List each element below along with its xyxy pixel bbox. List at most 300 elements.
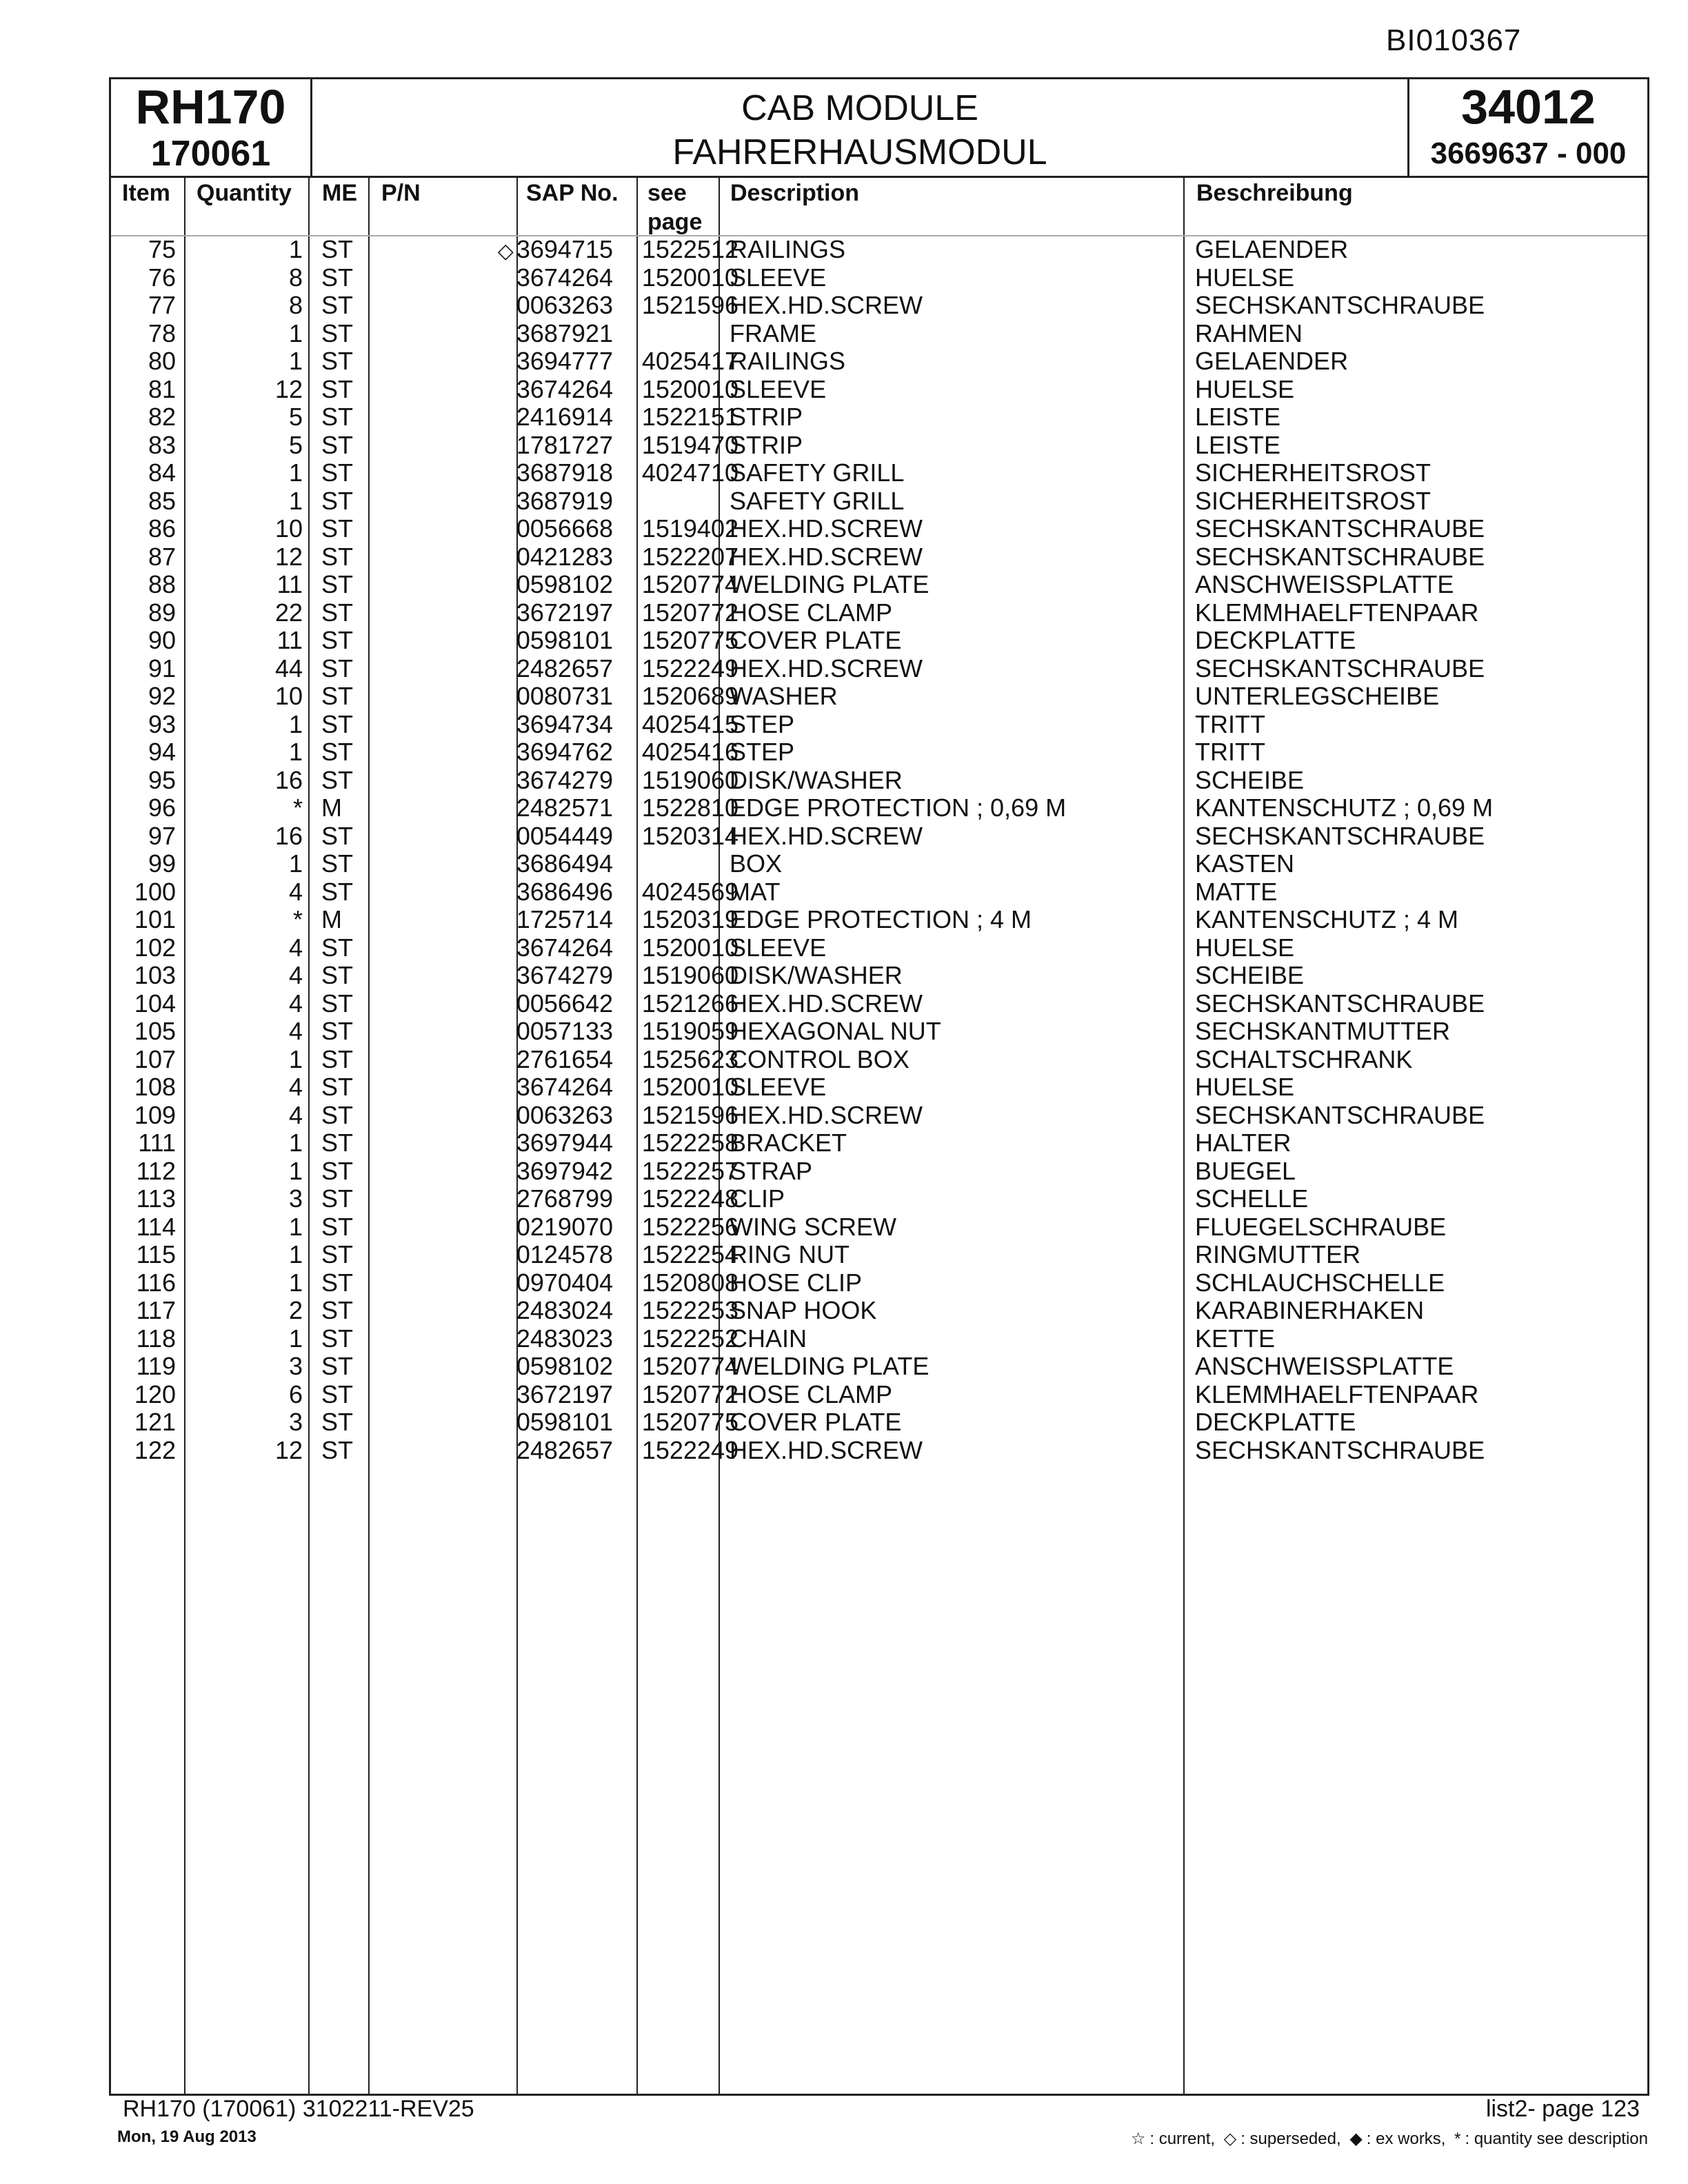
sap-number-cell: 1519059 xyxy=(641,1017,738,1045)
item-cell: 87 xyxy=(148,542,176,571)
item-cell: 92 xyxy=(148,682,176,710)
item-cell: 107 xyxy=(134,1044,176,1073)
table-row xyxy=(111,376,1647,404)
quantity-cell: 1 xyxy=(288,709,303,738)
sap-number-cell: 1522256 xyxy=(641,1212,738,1241)
description-cell: SLEEVE xyxy=(730,263,827,292)
quantity-cell: 4 xyxy=(288,1073,303,1101)
sap-number-cell: 4025416 xyxy=(641,738,738,766)
part-number-cell: 0124578 xyxy=(516,1240,613,1268)
beschreibung-cell: KANTENSCHUTZ ; 4 M xyxy=(1195,905,1459,933)
table-row xyxy=(111,1269,1647,1297)
item-cell: 89 xyxy=(148,598,176,627)
sap-number-cell: 1520314 xyxy=(641,821,738,850)
item-cell: 119 xyxy=(136,1352,176,1380)
table-row xyxy=(111,906,1647,934)
part-number-cell: 0063263 xyxy=(516,1100,613,1129)
description-cell: MAT xyxy=(730,877,781,906)
title-english: CAB MODULE xyxy=(741,88,978,128)
unit-cell: ST xyxy=(321,1212,354,1241)
beschreibung-cell: KLEMMHAELFTENPAAR xyxy=(1195,598,1479,627)
part-number-cell: 2761654 xyxy=(516,1044,613,1073)
table-row xyxy=(111,264,1647,292)
beschreibung-cell: TRITT xyxy=(1195,738,1265,766)
table-row xyxy=(111,990,1647,1018)
part-number-cell: 3672197 xyxy=(516,1379,613,1408)
table-row xyxy=(111,682,1647,711)
unit-cell: ST xyxy=(321,989,354,1018)
table-row xyxy=(111,822,1647,851)
part-number-cell: 2483023 xyxy=(516,1324,613,1353)
column-header-sap: SAP No. xyxy=(526,180,619,206)
part-number-cell: 3687918 xyxy=(516,458,613,487)
part-number-cell: 0970404 xyxy=(516,1268,613,1297)
part-number-cell: 3674264 xyxy=(516,263,613,292)
unit-cell: ST xyxy=(321,765,354,794)
column-header-see-page: see page xyxy=(647,180,703,235)
sap-number-cell: 1520010 xyxy=(641,263,738,292)
table-row xyxy=(111,1213,1647,1242)
beschreibung-cell: TRITT xyxy=(1195,709,1265,738)
item-cell: 103 xyxy=(134,961,176,989)
title-block xyxy=(312,79,1409,176)
beschreibung-cell: GELAENDER xyxy=(1195,347,1349,375)
item-cell: 99 xyxy=(148,849,176,878)
item-cell: 90 xyxy=(148,626,176,654)
part-number-cell: 3686496 xyxy=(516,877,613,906)
unit-cell: ST xyxy=(321,486,354,515)
quantity-cell: 1 xyxy=(288,849,303,878)
description-cell: HEX.HD.SCREW xyxy=(730,542,923,571)
description-cell: SAFETY GRILL xyxy=(730,486,905,515)
description-cell: HEX.HD.SCREW xyxy=(730,1100,923,1129)
table-row xyxy=(111,1185,1647,1213)
beschreibung-cell: KLEMMHAELFTENPAAR xyxy=(1195,1379,1479,1408)
unit-cell: ST xyxy=(321,235,354,263)
description-cell: HEXAGONAL NUT xyxy=(730,1017,941,1045)
quantity-cell: * xyxy=(292,793,303,822)
item-cell: 76 xyxy=(148,263,176,292)
quantity-cell: 3 xyxy=(288,1184,303,1213)
part-number-cell: 0421283 xyxy=(516,542,613,571)
item-cell: 117 xyxy=(136,1296,176,1324)
unit-cell: ST xyxy=(321,1352,354,1380)
description-cell: WELDING PLATE xyxy=(730,1352,930,1380)
unit-cell: M xyxy=(321,905,342,933)
group-block xyxy=(1409,79,1647,176)
table-row xyxy=(111,1102,1647,1130)
item-cell: 80 xyxy=(148,347,176,375)
description-cell: BOX xyxy=(730,849,783,878)
table-row xyxy=(111,487,1647,516)
table-row xyxy=(111,403,1647,432)
unit-cell: ST xyxy=(321,1240,354,1268)
beschreibung-cell: HUELSE xyxy=(1195,374,1295,403)
beschreibung-cell: SECHSKANTSCHRAUBE xyxy=(1195,654,1485,682)
item-cell: 118 xyxy=(136,1324,176,1353)
unit-cell: ST xyxy=(321,1184,354,1213)
table-row xyxy=(111,1129,1647,1157)
sap-number-cell: 1520775 xyxy=(641,626,738,654)
beschreibung-cell: GELAENDER xyxy=(1195,235,1349,263)
quantity-cell: 22 xyxy=(274,598,303,627)
header-divider xyxy=(111,176,1647,178)
description-cell: DISK/WASHER xyxy=(730,765,903,794)
table-row xyxy=(111,627,1647,655)
part-number-cell: 3687921 xyxy=(516,318,613,347)
part-number-cell: 0219070 xyxy=(516,1212,613,1241)
item-cell: 86 xyxy=(148,514,176,543)
part-number-cell: 3687919 xyxy=(516,486,613,515)
sap-number-cell: 1519402 xyxy=(641,514,738,543)
part-number-cell: 3674264 xyxy=(516,933,613,962)
sap-number-cell: 1520775 xyxy=(641,1408,738,1436)
legend-ex-works: : ex works, xyxy=(1366,2130,1446,2148)
sap-number-cell: 1522258 xyxy=(641,1129,738,1157)
description-cell: STEP xyxy=(730,709,795,738)
part-number-cell: 0598101 xyxy=(516,1408,613,1436)
quantity-cell: 12 xyxy=(274,542,303,571)
part-number-cell: 2482657 xyxy=(516,1435,613,1464)
quantity-cell: 11 xyxy=(277,626,303,654)
table-row xyxy=(111,347,1647,376)
legend-current: : current, xyxy=(1149,2130,1216,2148)
part-number-cell: 0598101 xyxy=(516,626,613,654)
part-number-cell: 3674279 xyxy=(516,765,613,794)
table-row xyxy=(111,1018,1647,1046)
part-number-cell: 3674264 xyxy=(516,374,613,403)
unit-cell: ST xyxy=(321,374,354,403)
ex-works-diamond-icon: ◆ xyxy=(1349,2130,1363,2148)
table-row xyxy=(111,655,1647,683)
beschreibung-cell: LEISTE xyxy=(1195,403,1281,431)
unit-cell: ST xyxy=(321,1129,354,1157)
beschreibung-cell: SECHSKANTSCHRAUBE xyxy=(1195,1100,1485,1129)
table-row xyxy=(111,599,1647,627)
part-number-cell: 3674264 xyxy=(516,1073,613,1101)
beschreibung-cell: SCHEIBE xyxy=(1195,961,1305,989)
item-cell: 82 xyxy=(148,403,176,431)
beschreibung-cell: SCHEIBE xyxy=(1195,765,1305,794)
unit-cell: ST xyxy=(321,821,354,850)
unit-cell: ST xyxy=(321,1379,354,1408)
part-number-cell: 3694734 xyxy=(516,709,613,738)
symbol-legend xyxy=(1127,2129,1648,2149)
item-cell: 100 xyxy=(134,877,176,906)
beschreibung-cell: DECKPLATTE xyxy=(1195,1408,1356,1436)
part-number-cell: 3697942 xyxy=(516,1156,613,1185)
sap-number-cell: 1522249 xyxy=(641,654,738,682)
quantity-cell: 1 xyxy=(288,486,303,515)
current-star-icon: ☆ xyxy=(1130,2130,1146,2148)
description-cell: COVER PLATE xyxy=(730,626,902,654)
part-number-cell: 0056642 xyxy=(516,989,613,1018)
model-block xyxy=(111,79,312,176)
item-cell: 95 xyxy=(148,765,176,794)
superseded-diamond-icon: ◇ xyxy=(497,240,514,263)
sap-number-cell: 1522810 xyxy=(641,793,738,822)
column-header-item: Item xyxy=(122,180,170,206)
quantity-cell: 16 xyxy=(274,765,303,794)
item-cell: 94 xyxy=(148,738,176,766)
unit-cell: ST xyxy=(321,877,354,906)
table-row xyxy=(111,1073,1647,1102)
sap-number-cell: 1519470 xyxy=(641,430,738,459)
description-cell: RAILINGS xyxy=(730,235,846,263)
item-cell: 112 xyxy=(136,1156,176,1185)
quantity-cell: 4 xyxy=(288,933,303,962)
quantity-cell: 5 xyxy=(288,403,303,431)
superseded-diamond-icon: ◇ xyxy=(1223,2130,1237,2148)
sap-number-cell: 1520010 xyxy=(641,933,738,962)
table-row xyxy=(111,934,1647,962)
quantity-cell: 6 xyxy=(288,1379,303,1408)
unit-cell: ST xyxy=(321,709,354,738)
sap-number-cell: 1520774 xyxy=(641,1352,738,1380)
item-cell: 85 xyxy=(148,486,176,515)
item-cell: 120 xyxy=(134,1379,176,1408)
legend-quantity: : quantity see description xyxy=(1465,2130,1648,2148)
description-cell: SLEEVE xyxy=(730,933,827,962)
sap-number-cell: 1521596 xyxy=(641,291,738,319)
quantity-cell: 4 xyxy=(288,989,303,1018)
beschreibung-cell: RINGMUTTER xyxy=(1195,1240,1360,1268)
quantity-cell: 44 xyxy=(274,654,303,682)
description-cell: FRAME xyxy=(730,318,816,347)
item-cell: 81 xyxy=(148,374,176,403)
quantity-cell: * xyxy=(292,905,303,933)
item-cell: 84 xyxy=(148,458,176,487)
description-cell: HOSE CLAMP xyxy=(730,1379,893,1408)
part-number-cell: 2416914 xyxy=(516,403,613,431)
sap-number-cell: 1522252 xyxy=(641,1324,738,1353)
title-german: FAHRERHAUSMODUL xyxy=(672,132,1047,172)
sap-number-cell: 4025415 xyxy=(641,709,738,738)
quantity-cell: 10 xyxy=(274,682,303,710)
quantity-cell: 4 xyxy=(288,1017,303,1045)
quantity-cell: 10 xyxy=(274,514,303,543)
description-cell: RING NUT xyxy=(730,1240,850,1268)
quantity-cell: 1 xyxy=(288,1324,303,1353)
quantity-cell: 12 xyxy=(274,1435,303,1464)
sap-number-cell: 1520689 xyxy=(641,682,738,710)
beschreibung-cell: FLUEGELSCHRAUBE xyxy=(1195,1212,1447,1241)
quantity-cell: 1 xyxy=(288,1129,303,1157)
quantity-cell: 1 xyxy=(288,458,303,487)
part-number-cell: 3686494 xyxy=(516,849,613,878)
table-row xyxy=(111,571,1647,599)
part-number-cell: 2483024 xyxy=(516,1296,613,1324)
unit-cell: ST xyxy=(321,430,354,459)
item-cell: 102 xyxy=(134,933,176,962)
sap-number-cell: 1522151 xyxy=(641,403,738,431)
part-number-cell: 3697944 xyxy=(516,1129,613,1157)
print-date: Mon, 19 Aug 2013 xyxy=(117,2127,257,2146)
unit-cell: ST xyxy=(321,514,354,543)
model-name: RH170 xyxy=(135,80,286,134)
table-row xyxy=(111,962,1647,990)
table-row xyxy=(111,543,1647,572)
description-cell: EDGE PROTECTION ; 0,69 M xyxy=(730,793,1067,822)
quantity-cell: 3 xyxy=(288,1352,303,1380)
sap-number-cell: 1525623 xyxy=(641,1044,738,1073)
quantity-asterisk-icon: * xyxy=(1454,2130,1461,2148)
beschreibung-cell: SECHSKANTSCHRAUBE xyxy=(1195,1435,1485,1464)
table-row xyxy=(111,1381,1647,1409)
unit-cell: ST xyxy=(321,291,354,319)
beschreibung-cell: BUEGEL xyxy=(1195,1156,1296,1185)
unit-cell: ST xyxy=(321,1044,354,1073)
unit-cell: ST xyxy=(321,1017,354,1045)
description-cell: HEX.HD.SCREW xyxy=(730,1435,923,1464)
description-cell: HOSE CLIP xyxy=(730,1268,863,1297)
unit-cell: ST xyxy=(321,542,354,571)
part-number-cell: 3674279 xyxy=(516,961,613,989)
unit-cell: ST xyxy=(321,403,354,431)
beschreibung-cell: SECHSKANTMUTTER xyxy=(1195,1017,1451,1045)
quantity-cell: 5 xyxy=(288,430,303,459)
description-cell: HEX.HD.SCREW xyxy=(730,291,923,319)
page-number: list2- page 123 xyxy=(1485,2096,1640,2122)
unit-cell: ST xyxy=(321,1324,354,1353)
quantity-cell: 12 xyxy=(274,374,303,403)
beschreibung-cell: KASTEN xyxy=(1195,849,1295,878)
quantity-cell: 1 xyxy=(288,738,303,766)
description-cell: COVER PLATE xyxy=(730,1408,902,1436)
part-number-cell: 2768799 xyxy=(516,1184,613,1213)
item-cell: 113 xyxy=(136,1184,176,1213)
sap-number-cell: 1522254 xyxy=(641,1240,738,1268)
part-number-cell: 0063263 xyxy=(516,291,613,319)
table-row xyxy=(111,711,1647,739)
item-cell: 75 xyxy=(148,235,176,263)
group-reference: 3669637 - 000 xyxy=(1430,136,1627,170)
unit-cell: ST xyxy=(321,318,354,347)
sap-number-cell: 1520774 xyxy=(641,570,738,598)
item-cell: 93 xyxy=(148,709,176,738)
quantity-cell: 4 xyxy=(288,961,303,989)
quantity-cell: 1 xyxy=(288,1212,303,1241)
table-row xyxy=(111,1046,1647,1074)
table-row xyxy=(111,292,1647,320)
item-cell: 91 xyxy=(148,654,176,682)
item-cell: 78 xyxy=(148,318,176,347)
document-reference: RH170 (170061) 3102211-REV25 xyxy=(123,2096,474,2122)
quantity-cell: 1 xyxy=(288,1044,303,1073)
sap-number-cell: 1520319 xyxy=(641,905,738,933)
sap-number-cell: 1522257 xyxy=(641,1156,738,1185)
column-header-pn: P/N xyxy=(381,180,421,206)
quantity-cell: 4 xyxy=(288,1100,303,1129)
table-row xyxy=(111,794,1647,822)
unit-cell: ST xyxy=(321,626,354,654)
part-number-cell: 3672197 xyxy=(516,598,613,627)
table-row xyxy=(111,459,1647,487)
unit-cell: ST xyxy=(321,1073,354,1101)
table-row xyxy=(111,1297,1647,1325)
sap-number-cell: 1521596 xyxy=(641,1100,738,1129)
item-cell: 83 xyxy=(148,430,176,459)
sap-number-cell: 1521266 xyxy=(641,989,738,1018)
description-cell: HOSE CLAMP xyxy=(730,598,893,627)
item-cell: 101 xyxy=(134,905,176,933)
description-cell: SAFETY GRILL xyxy=(730,458,905,487)
table-row xyxy=(111,1241,1647,1269)
table-row xyxy=(111,850,1647,878)
description-cell: CONTROL BOX xyxy=(730,1044,910,1073)
item-cell: 96 xyxy=(148,793,176,822)
quantity-cell: 11 xyxy=(277,570,303,598)
item-cell: 115 xyxy=(136,1240,176,1268)
description-cell: WASHER xyxy=(730,682,838,710)
unit-cell: ST xyxy=(321,458,354,487)
part-number-cell: 2482571 xyxy=(516,793,613,822)
sap-number-cell: 1522512 xyxy=(641,235,738,263)
table-row xyxy=(111,432,1647,460)
table-row xyxy=(111,1325,1647,1353)
unit-cell: ST xyxy=(321,1156,354,1185)
description-cell: CHAIN xyxy=(730,1324,807,1353)
legend-superseded: : superseded, xyxy=(1240,2130,1341,2148)
quantity-cell: 1 xyxy=(288,347,303,375)
item-cell: 109 xyxy=(134,1100,176,1129)
table-row xyxy=(111,767,1647,795)
beschreibung-cell: KARABINERHAKEN xyxy=(1195,1296,1425,1324)
table-row xyxy=(111,236,1647,264)
sap-number-cell: 1519060 xyxy=(641,765,738,794)
part-number-cell: 1781727 xyxy=(516,430,613,459)
quantity-cell: 1 xyxy=(288,235,303,263)
beschreibung-cell: LEISTE xyxy=(1195,430,1281,459)
item-cell: 77 xyxy=(148,291,176,319)
description-cell: STRAP xyxy=(730,1156,813,1185)
sap-number-cell: 1522249 xyxy=(641,1435,738,1464)
part-number-cell: 1725714 xyxy=(516,905,613,933)
beschreibung-cell: KANTENSCHUTZ ; 0,69 M xyxy=(1195,793,1494,822)
beschreibung-cell: DECKPLATTE xyxy=(1195,626,1356,654)
unit-cell: ST xyxy=(321,682,354,710)
part-number-cell: 0598102 xyxy=(516,1352,613,1380)
description-cell: STRIP xyxy=(730,430,803,459)
sap-number-cell: 4024569 xyxy=(641,877,738,906)
sap-number-cell: 1520808 xyxy=(641,1268,738,1297)
part-number-cell: 0080731 xyxy=(516,682,613,710)
beschreibung-cell: SECHSKANTSCHRAUBE xyxy=(1195,542,1485,571)
quantity-cell: 3 xyxy=(288,1408,303,1436)
unit-cell: ST xyxy=(321,598,354,627)
beschreibung-cell: SECHSKANTSCHRAUBE xyxy=(1195,514,1485,543)
description-cell: WING SCREW xyxy=(730,1212,896,1241)
description-cell: EDGE PROTECTION ; 4 M xyxy=(730,905,1032,933)
sap-number-cell: 1519060 xyxy=(641,961,738,989)
beschreibung-cell: HUELSE xyxy=(1195,263,1295,292)
beschreibung-cell: SCHELLE xyxy=(1195,1184,1309,1213)
document-id: BI010367 xyxy=(1386,23,1522,57)
item-cell: 88 xyxy=(148,570,176,598)
quantity-cell: 16 xyxy=(274,821,303,850)
beschreibung-cell: SCHALTSCHRANK xyxy=(1195,1044,1413,1073)
part-number-cell: 3694762 xyxy=(516,738,613,766)
part-number-cell: 0056668 xyxy=(516,514,613,543)
beschreibung-cell: HUELSE xyxy=(1195,933,1295,962)
description-cell: RAILINGS xyxy=(730,347,846,375)
unit-cell: ST xyxy=(321,738,354,766)
unit-cell: ST xyxy=(321,1100,354,1129)
beschreibung-cell: ANSCHWEISSPLATTE xyxy=(1195,570,1454,598)
group-number: 34012 xyxy=(1461,80,1596,134)
quantity-cell: 1 xyxy=(288,1156,303,1185)
table-row xyxy=(111,1437,1647,1465)
